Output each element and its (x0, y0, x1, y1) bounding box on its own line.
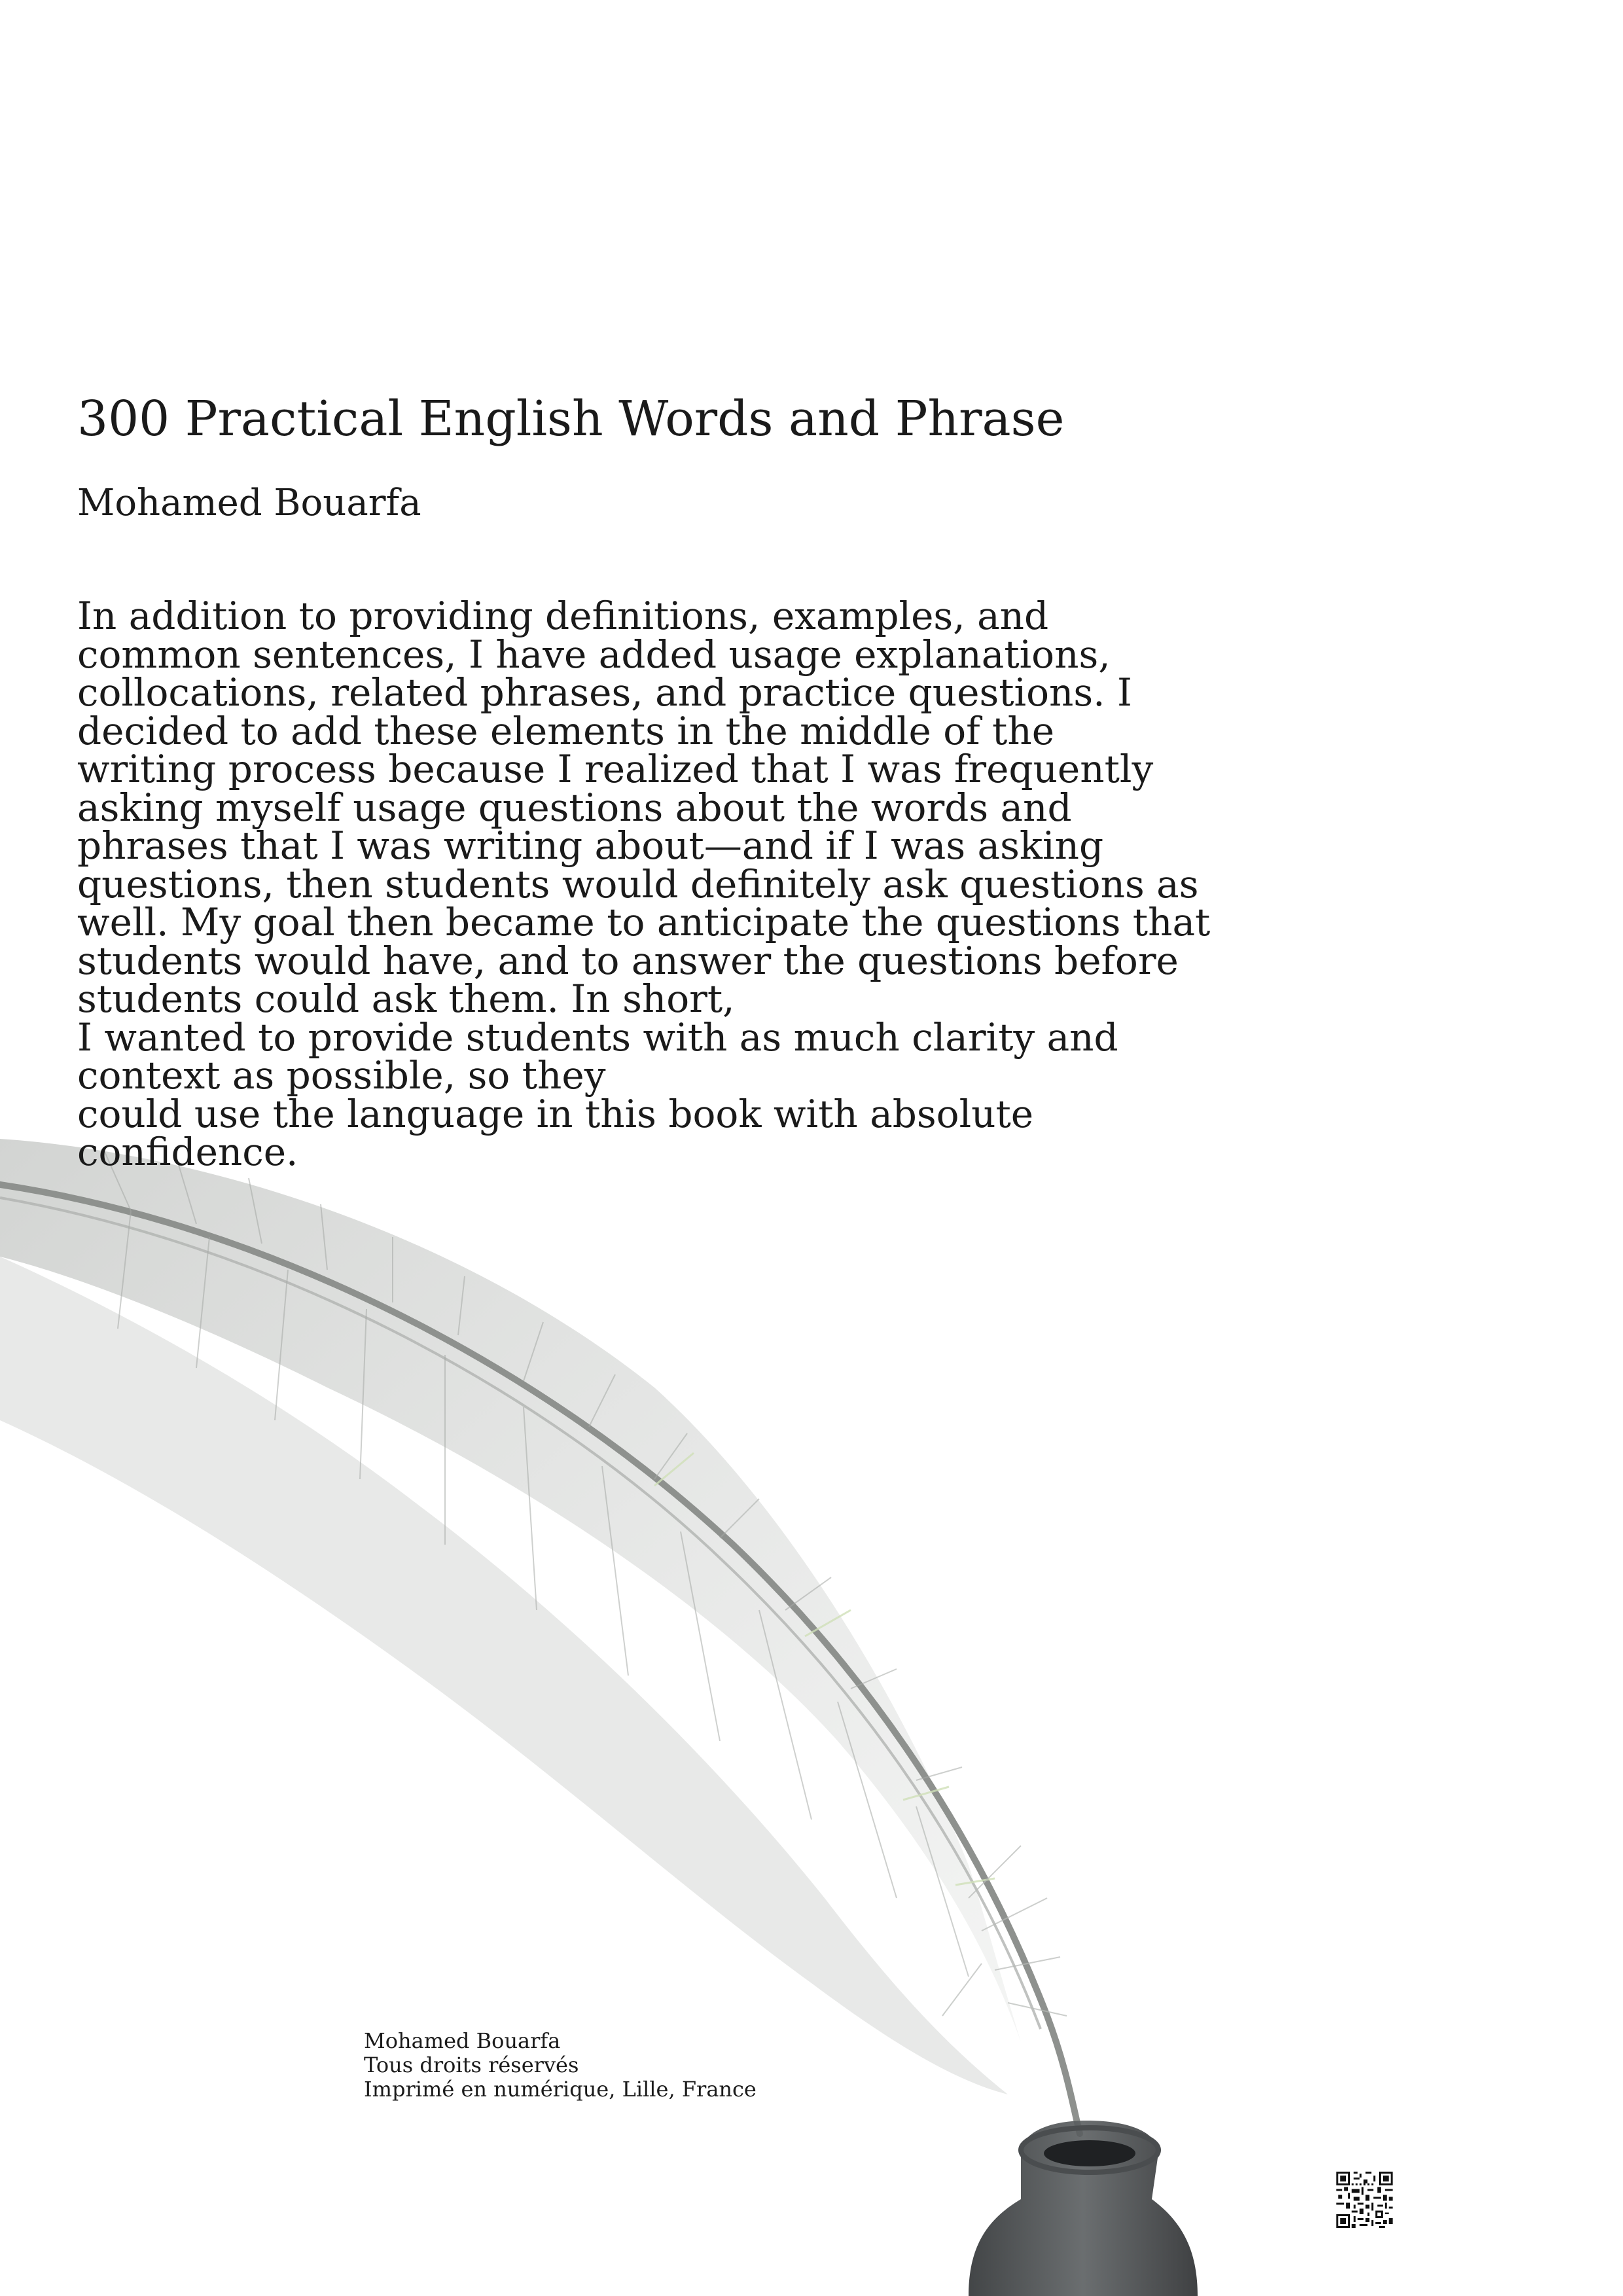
blurb-line: context as possible, so they (77, 1053, 606, 1098)
blurb-line: decided to add these elements in the middle of the (77, 708, 1055, 753)
book-title: 300 Practical English Words and Phrase (77, 391, 1065, 447)
blurb-line: students could ask them. In short, (77, 977, 735, 1021)
blurb-line: In addition to providing definitions, examples, and (77, 594, 1049, 638)
blurb-line: common sentences, I have added usage explanations, (77, 632, 1111, 677)
blurb-line: confidence. (77, 1130, 298, 1174)
quill-and-inkwell-icon (0, 1113, 1243, 2296)
blurb-line: students would have, and to answer the questions before (77, 938, 1179, 983)
blurb-line: well. My goal then became to anticipate the questions that (77, 900, 1211, 944)
blurb-line: phrases that I was writing about—and if I was asking (77, 823, 1104, 868)
book-author: Mohamed Bouarfa (77, 482, 421, 524)
back-cover-blurb (77, 594, 1308, 1174)
imprint-block (364, 2029, 757, 2102)
blurb-line: I wanted to provide students with as much clarity and (77, 1014, 1118, 1060)
blurb-line: questions, then students would definitely ask questions as (77, 861, 1199, 906)
blurb-line: asking myself usage questions about the words and (77, 785, 1072, 830)
imprint-rights: Tous droits réservés (364, 2053, 579, 2077)
blurb-line: could use the language in this book with absolute (77, 1091, 1034, 1136)
imprint-author: Mohamed Bouarfa (364, 2028, 561, 2053)
blurb-line: collocations, related phrases, and practice questions. I (77, 670, 1132, 715)
qr-code-icon (1336, 2172, 1393, 2228)
imprint-printed: Imprimé en numérique, Lille, France (364, 2077, 757, 2102)
blurb-line: writing process because I realized that I was frequently (77, 747, 1154, 791)
